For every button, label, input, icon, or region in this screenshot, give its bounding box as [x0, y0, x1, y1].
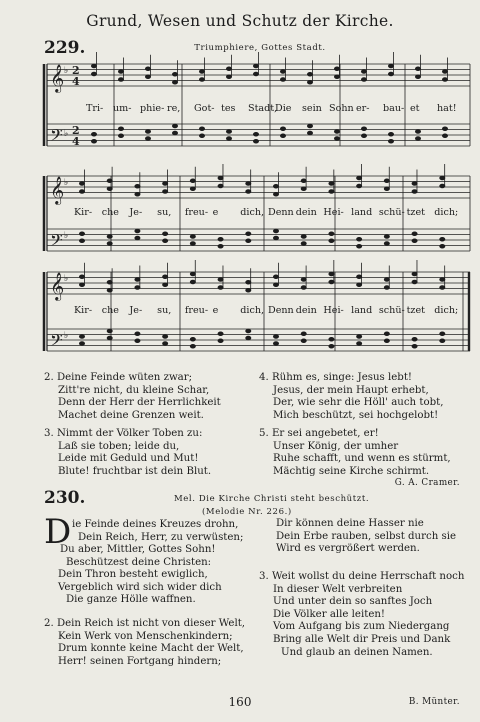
notehead: [163, 232, 168, 236]
notehead: [329, 344, 334, 348]
notehead: [440, 339, 445, 343]
notehead: [273, 342, 278, 346]
notehead: [412, 280, 417, 284]
notehead: [218, 286, 223, 290]
notehead: [91, 64, 96, 68]
notehead: [384, 278, 389, 282]
notehead: [107, 179, 112, 183]
notehead: [145, 130, 150, 134]
lyric-syllable: Die: [275, 103, 292, 114]
notehead: [253, 132, 258, 136]
notehead: [79, 190, 84, 194]
hymn-230-melody: Mel. Die Kirche Christi steht beschützt.: [174, 494, 370, 504]
notehead: [135, 332, 140, 336]
notehead: [301, 278, 306, 282]
notehead: [384, 235, 389, 239]
notehead: [163, 182, 168, 186]
notehead: [329, 182, 334, 186]
notehead: [253, 139, 258, 143]
notehead: [440, 176, 445, 180]
lyric-syllable: schü-: [378, 305, 405, 316]
notehead: [163, 283, 168, 287]
notehead: [135, 229, 140, 233]
notehead: [218, 184, 223, 188]
notehead: [163, 275, 168, 279]
notehead: [218, 339, 223, 343]
notehead: [246, 288, 251, 292]
notehead: [163, 190, 168, 194]
page-number: 160: [228, 695, 252, 709]
notehead: [190, 235, 195, 239]
notehead: [301, 339, 306, 343]
hymn-230-author: B. Münter.: [408, 697, 460, 707]
lyric-syllable: Stadt,: [248, 103, 278, 114]
notehead: [218, 332, 223, 336]
lyric-syllable: che: [101, 207, 119, 218]
notehead: [145, 67, 150, 71]
hymn-229-verse-4: 4. Rühm es, singe: Jesus lebt! Jesus, der mein Haupt erhebt, Der, wie sehr die Höll' auch tobt, Mich beschützt, sei hochgelobt!: [259, 372, 444, 421]
notehead: [329, 232, 334, 236]
notehead: [218, 237, 223, 241]
notehead: [190, 280, 195, 284]
lyric-syllable: Sohn: [329, 103, 354, 114]
notehead: [190, 272, 195, 276]
notehead: [329, 272, 334, 276]
notehead: [190, 179, 195, 183]
notehead: [388, 132, 393, 136]
notehead: [135, 278, 140, 282]
notehead: [440, 237, 445, 241]
notehead: [357, 335, 362, 339]
notehead: [253, 64, 258, 68]
notehead: [412, 272, 417, 276]
notehead: [246, 336, 251, 340]
notehead: [361, 70, 366, 74]
notehead: [301, 179, 306, 183]
lyric-syllable: hat!: [437, 103, 457, 114]
svg-text:4: 4: [72, 135, 80, 148]
notehead: [307, 131, 312, 135]
lyric-syllable: e: [212, 305, 219, 316]
hymn-229-tune: Triumphiere, Gottes Stadt.: [194, 43, 326, 53]
notehead: [442, 134, 447, 138]
lyric-syllable: freu-: [184, 305, 209, 316]
notehead: [334, 137, 339, 141]
notehead: [246, 329, 251, 333]
lyric-syllable: Denn: [268, 305, 294, 316]
svg-text:♭: ♭: [64, 129, 69, 139]
notehead: [172, 72, 177, 76]
notehead: [107, 235, 112, 239]
svg-text:♭: ♭: [64, 178, 69, 188]
notehead: [79, 275, 84, 279]
svg-text:♭: ♭: [64, 274, 69, 284]
notehead: [172, 124, 177, 128]
notehead: [135, 286, 140, 290]
lyric-syllable: sein: [302, 103, 322, 114]
notehead: [280, 127, 285, 131]
svg-text:𝄞: 𝄞: [50, 176, 65, 204]
notehead: [79, 182, 84, 186]
notehead: [273, 275, 278, 279]
notehead: [384, 179, 389, 183]
notehead: [79, 239, 84, 243]
lyric-syllable: Kir-: [74, 207, 93, 218]
treble-clef-icon: 𝄞: [50, 64, 65, 92]
notehead: [412, 182, 417, 186]
notehead: [246, 232, 251, 236]
notehead: [357, 244, 362, 248]
notehead: [273, 184, 278, 188]
notehead: [273, 283, 278, 287]
notehead: [79, 232, 84, 236]
notehead: [384, 242, 389, 246]
notehead: [163, 342, 168, 346]
notehead: [226, 137, 231, 141]
notehead: [226, 75, 231, 79]
notehead: [246, 190, 251, 194]
notehead: [273, 335, 278, 339]
hymn-230-melody-ref: (Melodie Nr. 226.): [202, 507, 292, 517]
dropcap-letter: D: [44, 512, 72, 552]
lyric-syllable: tzet: [406, 305, 426, 316]
svg-text:4: 4: [72, 75, 80, 88]
notehead: [388, 64, 393, 68]
notehead: [442, 127, 447, 131]
system-brackets: [44, 64, 47, 351]
hymn-230-number: 230.: [44, 488, 86, 508]
lyric-syllable: Denn: [268, 207, 294, 218]
notehead: [334, 67, 339, 71]
svg-text:2: 2: [72, 64, 80, 77]
svg-text:𝄢: 𝄢: [50, 230, 63, 254]
notehead: [199, 134, 204, 138]
hymn-229-number: 229.: [44, 38, 86, 58]
notehead: [412, 190, 417, 194]
svg-text:♭: ♭: [64, 331, 69, 341]
notehead: [280, 78, 285, 82]
lyric-syllable: et: [410, 103, 420, 114]
notehead: [280, 70, 285, 74]
notehead: [91, 132, 96, 136]
notehead: [357, 184, 362, 188]
notehead: [218, 278, 223, 282]
hymn-230-verse-3: 3. Weit wollst du deine Herrschaft noch In dieser Welt verbreiten Und unter dein so sanftes Joch Die Völker alle leiten! Vom Aufgang bis zum Niedergang Bring alle Welt dir Preis und Dank Und glaub an deinen Namen.: [259, 571, 465, 658]
lyric-syllable: Tri-: [86, 103, 104, 114]
notehead: [135, 236, 140, 240]
notehead: [301, 286, 306, 290]
notehead: [107, 242, 112, 246]
lyric-syllable: dich,: [240, 207, 265, 218]
notehead: [253, 72, 258, 76]
notehead: [384, 286, 389, 290]
notehead: [307, 72, 312, 76]
lyric-syllable: re,: [167, 103, 181, 114]
notehead: [384, 339, 389, 343]
hymn-229-verse-3: 3. Nimmt der Völker Toben zu: Laß sie toben; leide du, Leide mit Geduld und Mut! Blute! fruchtbar ist dein Blut.: [44, 428, 212, 477]
notehead: [361, 127, 366, 131]
svg-text:♭: ♭: [64, 231, 69, 241]
notehead: [412, 344, 417, 348]
notehead: [190, 344, 195, 348]
notehead: [135, 184, 140, 188]
page-title: Grund, Wesen und Schutz der Kirche.: [86, 12, 394, 30]
svg-text:𝄞: 𝄞: [50, 272, 65, 300]
notehead: [384, 187, 389, 191]
notehead: [107, 187, 112, 191]
lyric-syllable: tzet: [406, 207, 426, 218]
notehead: [190, 187, 195, 191]
notehead: [357, 237, 362, 241]
notehead: [218, 176, 223, 180]
lyric-syllable: dich;: [434, 207, 459, 218]
notehead: [91, 72, 96, 76]
notehead: [329, 239, 334, 243]
notehead: [226, 67, 231, 71]
notehead: [246, 182, 251, 186]
svg-text:𝄢: 𝄢: [50, 330, 63, 354]
notehead: [415, 137, 420, 141]
hymn-230-verse-2-cont: Dir können deine Hasser nie Dein Erbe rauben, selbst durch sie Wird es vergrößert werden.: [276, 518, 457, 555]
lyric-syllable: dein: [295, 305, 317, 316]
notehead: [91, 139, 96, 143]
lyric-syllable: Got-: [194, 103, 215, 114]
notehead: [163, 239, 168, 243]
notehead: [329, 337, 334, 341]
notehead: [334, 130, 339, 134]
notehead: [388, 139, 393, 143]
lyric-syllable: um-: [113, 103, 132, 114]
notehead: [388, 72, 393, 76]
notehead: [246, 280, 251, 284]
notehead: [163, 335, 168, 339]
notehead: [440, 278, 445, 282]
lyric-syllable: land: [351, 207, 373, 218]
notehead: [442, 78, 447, 82]
notehead: [440, 332, 445, 336]
notehead: [190, 337, 195, 341]
notehead: [301, 235, 306, 239]
notehead: [301, 332, 306, 336]
notehead: [412, 232, 417, 236]
noteheads: [79, 52, 447, 348]
bass-clef-icon: 𝄢: [50, 125, 63, 149]
notehead: [301, 242, 306, 246]
notehead: [415, 130, 420, 134]
hymn-229-verse-2: 2. Deine Feinde wüten zwar; Zitt're nicht, du kleine Schar, Denn der Herr der Herrlichkeit Machet deine Grenzen weit.: [44, 372, 221, 421]
notehead: [118, 134, 123, 138]
notehead: [412, 239, 417, 243]
notehead: [118, 127, 123, 131]
notehead: [79, 342, 84, 346]
lyric-syllable: su,: [157, 207, 172, 218]
notehead: [442, 70, 447, 74]
notehead: [384, 332, 389, 336]
notehead: [172, 80, 177, 84]
notehead: [357, 176, 362, 180]
notehead: [273, 236, 278, 240]
notehead: [135, 339, 140, 343]
notehead: [199, 78, 204, 82]
lyric-syllable: er-: [356, 103, 370, 114]
notehead: [79, 335, 84, 339]
svg-text:2: 2: [72, 124, 80, 137]
lyric-syllable: dich;: [434, 305, 459, 316]
lyric-syllable: land: [351, 305, 373, 316]
notehead: [307, 80, 312, 84]
lyric-syllable: su,: [157, 305, 172, 316]
lyric-syllable: Je-: [129, 207, 143, 218]
notehead: [412, 337, 417, 341]
lyric-syllable: freu-: [184, 207, 209, 218]
lyric-syllable: dein: [295, 207, 317, 218]
hymn-230-verse-1: ie Feinde deines Kreuzes drohn, Dein Reich, Herr, zu verwüsten;: [72, 519, 244, 543]
notehead: [280, 134, 285, 138]
notehead: [190, 242, 195, 246]
svg-text:♭: ♭: [64, 66, 69, 76]
notehead: [357, 283, 362, 287]
notehead: [118, 78, 123, 82]
notehead: [415, 75, 420, 79]
hymn-230-verse-2: 2. Dein Reich ist nicht von dieser Welt, Kein Werk von Menschenkindern; Drum konnte keine Macht der Welt, Herr! seinen Fortgang hindern;: [44, 618, 246, 667]
lyric-syllable: schü-: [378, 207, 405, 218]
notehead: [273, 229, 278, 233]
notehead: [357, 275, 362, 279]
notehead: [440, 244, 445, 248]
notehead: [79, 283, 84, 287]
lyric-syllable: Hei-: [323, 207, 344, 218]
lyric-syllable: Hei-: [323, 305, 344, 316]
notehead: [273, 192, 278, 196]
notehead: [199, 127, 204, 131]
notehead: [329, 190, 334, 194]
notehead: [135, 192, 140, 196]
notehead: [172, 131, 177, 135]
lyric-syllable: phie-: [140, 103, 165, 114]
notehead: [301, 187, 306, 191]
notehead: [226, 130, 231, 134]
hymn-230-verse-1-cont: Du aber, Mittler, Gottes Sohn! Beschützest deine Christen: Dein Thron besteht ewiglich, Vergeblich wird sich wider dich Die ganze Hölle waffnen.: [58, 544, 222, 606]
notehead: [107, 329, 112, 333]
hymn-229-author: G. A. Cramer.: [394, 478, 460, 488]
hymn-229-verse-5: 5. Er sei angebetet, er! Unser König, der umher Ruhe schafft, und wenn es stürmt, Mächtig seine Kirche schirmt.: [259, 428, 451, 477]
notehead: [199, 70, 204, 74]
notehead: [440, 286, 445, 290]
lyric-syllable: Je-: [129, 305, 143, 316]
notehead: [357, 342, 362, 346]
lyric-syllable: e: [212, 207, 219, 218]
notehead: [118, 70, 123, 74]
notehead: [107, 280, 112, 284]
notehead: [145, 137, 150, 141]
notehead: [246, 239, 251, 243]
notehead: [218, 244, 223, 248]
notehead: [361, 134, 366, 138]
lyric-syllable: dich,: [240, 305, 265, 316]
lyric-syllable: che: [101, 305, 119, 316]
lyric-syllable: tes: [221, 103, 236, 114]
notehead: [107, 288, 112, 292]
notehead: [329, 280, 334, 284]
notehead: [334, 75, 339, 79]
notehead: [107, 336, 112, 340]
notehead: [145, 75, 150, 79]
lyric-syllable: Kir-: [74, 305, 93, 316]
lyric-syllable: bau-: [383, 103, 405, 114]
notehead: [361, 78, 366, 82]
notehead: [415, 67, 420, 71]
notehead: [307, 124, 312, 128]
notehead: [440, 184, 445, 188]
